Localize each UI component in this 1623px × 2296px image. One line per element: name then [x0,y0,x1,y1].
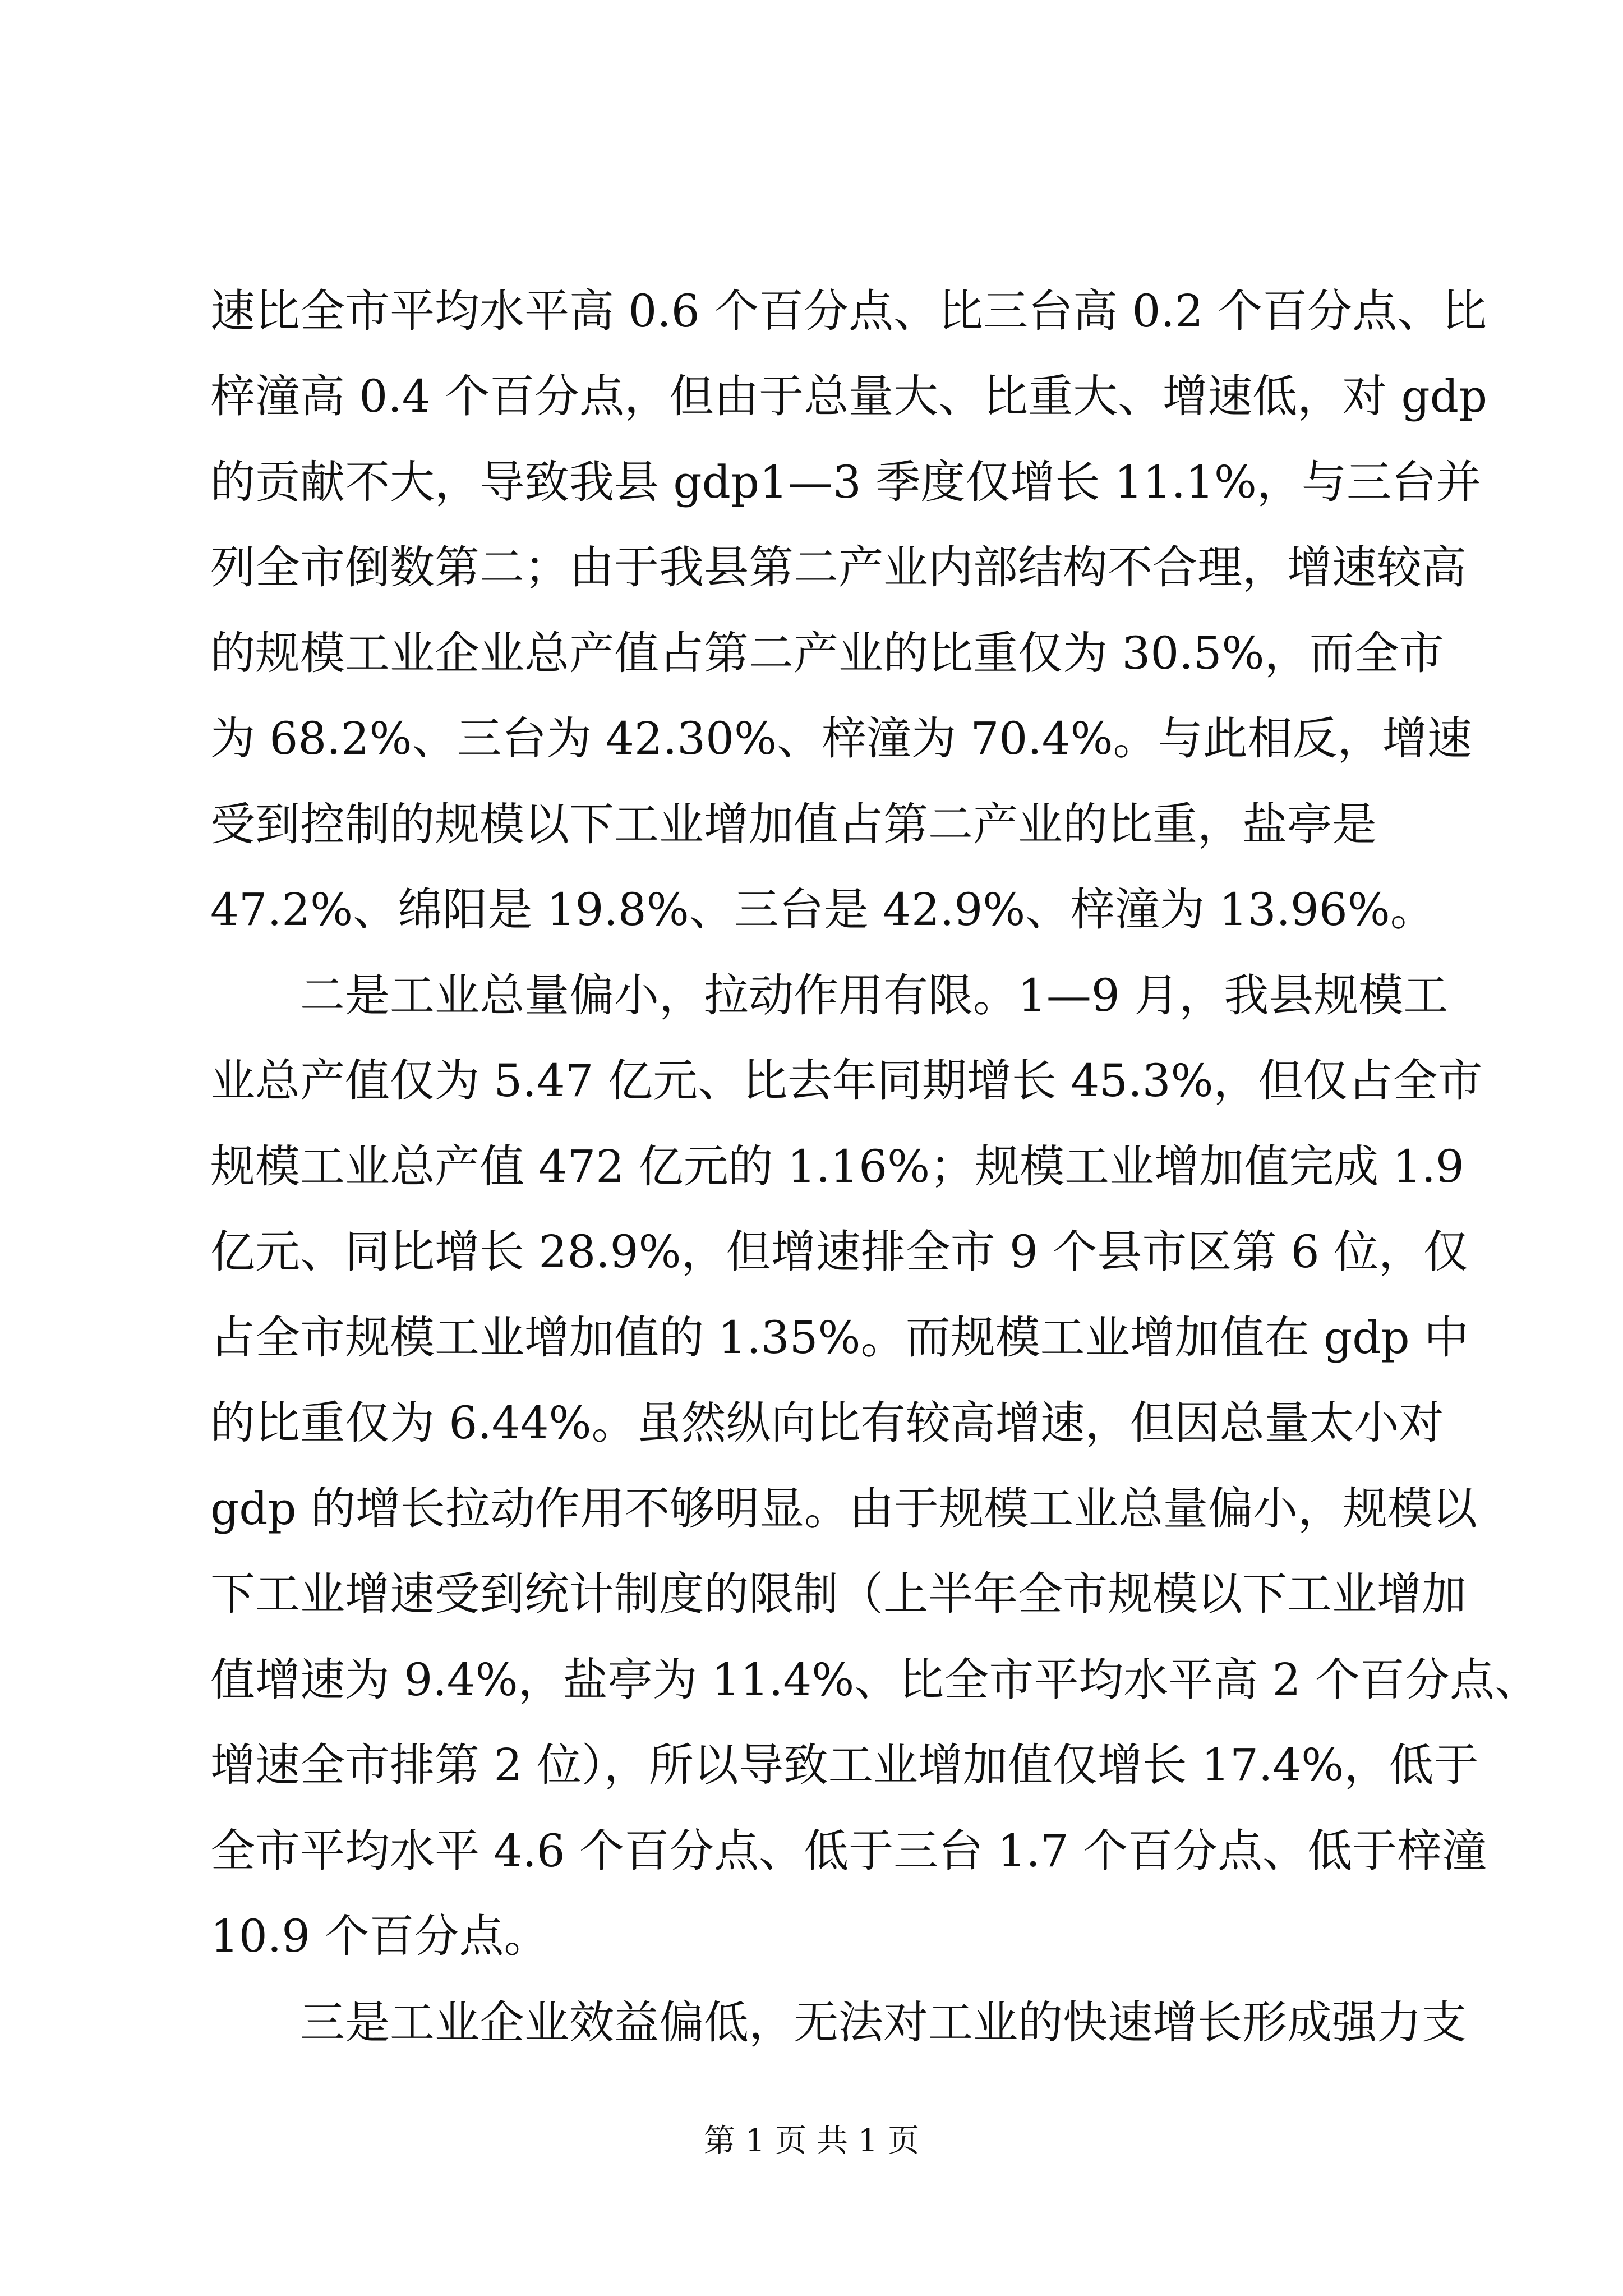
text-line: 列全市倒数第二；由于我县第二产业内部结构不合理，增速较高 [210,541,1467,593]
text-line: 占全市规模工业增加值的 1.35%。而规模工业增加值在 gdp 中 [210,1312,1469,1364]
text-line: 规模工业总产值 472 亿元的 1.16%；规模工业增加值完成 1.9 [210,1140,1464,1193]
text-line: 的规模工业企业总产值占第二产业的比重仅为 30.5%，而全市 [210,627,1444,679]
text-line: 值增速为 9.4%，盐亭为 11.4%、比全市平均水平高 2 个百分点、 [210,1654,1539,1706]
paragraph-start-line: 三是工业企业效益偏低，无法对工业的快速增长形成强力支 [210,1996,1467,2049]
text-line: 全市平均水平 4.6 个百分点、低于三台 1.7 个百分点、低于梓潼 [210,1825,1487,1877]
page-number-footer: 第 1 页 共 1 页 [703,2123,920,2159]
text-line: 下工业增速受到统计制度的限制（上半年全市规模以下工业增加 [210,1568,1467,1620]
text-line: 47.2%、绵阳是 19.8%、三台是 42.9%、梓潼为 13.96%。 [210,884,1435,936]
text-line: 为 68.2%、三台为 42.30%、梓潼为 70.4%。与此相反，增速 [210,712,1472,765]
text-line: gdp 的增长拉动作用不够明显。由于规模工业总量偏小，规模以 [210,1483,1478,1535]
text-line: 受到控制的规模以下工业增加值占第二产业的比重，盐亭是 [210,798,1377,850]
text-line: 的贡献不大，导致我县 gdp1—3 季度仅增长 11.1%，与三台并 [210,456,1481,508]
paragraph-start-line: 二是工业总量偏小，拉动作用有限。1—9 月，我县规模工 [210,969,1449,1022]
text-line: 梓潼高 0.4 个百分点，但由于总量大、比重大、增速低，对 gdp [210,370,1488,422]
text-line: 10.9 个百分点。 [210,1910,549,1962]
text-line: 亿元、同比增长 28.9%，但增速排全市 9 个县市区第 6 位，仅 [210,1226,1469,1278]
text-line: 的比重仅为 6.44%。虽然纵向比有较高增速，但因总量太小对 [210,1397,1444,1449]
text-line: 增速全市排第 2 位），所以导致工业增加值仅增长 17.4%，低于 [210,1739,1479,1791]
text-line: 速比全市平均水平高 0.6 个百分点、比三台高 0.2 个百分点、比 [210,285,1487,337]
text-line: 业总产值仅为 5.47 亿元、比去年同期增长 45.3%，但仅占全市 [210,1055,1483,1107]
